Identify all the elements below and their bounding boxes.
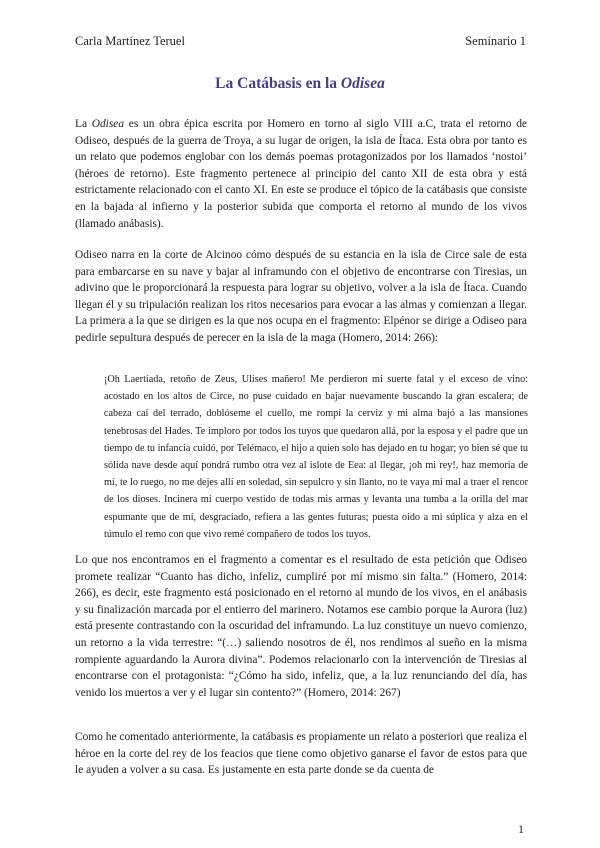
p1-lead: La <box>75 118 92 130</box>
paragraph-3: Lo que nos encontramos en el fragmento a comentar es el resultado de esta petición que Odiseo promete realizar “Cuanto has dicho, infeliz, cumpliré por mí mismo sin falta.” (Homero, 2014: 266), es decir, este fragmento está posicionado en el retorno al mundo de los vivos, en el anábasis y su finalización marcada por el entierro del marinero. Notamos ese cambio porque la Aurora (luz) está presente contrastando con la oscuridad del inframundo. La luz constituye un nuevo comienzo, un retorno a la vida terrestre: “(…) saliendo nosotros de él, nos rendimos al sueño en la misma rompiente aguardando la Aurora divina”. Podemos relacionarlo con la intervención de Tiresias al encontrarse con el protagonista: “¿Cómo ha sido, infeliz, que, a la luz renunciando del día, has venido los muertos a ver y el lugar sin contento?” (Homero, 2014: 267) <box>75 554 527 699</box>
paragraph-1 <box>75 116 527 232</box>
p1-rest: es un obra épica escrita por Homero en torno al siglo VIII a.C, trata el retorno de Odiseo, después de la guerra de Troya, a su lugar de origen, la isla de Ítaca. Esta obra por tanto es un relato que podemos englobar con los demás poemas protagonizados por los llamados ‘nostoi’ (héroes de retorno). Este fragmento pertenece al principio del canto XII de esta obra y está estrictamente relacionado con el canto XI. En este se produce el tópico de la catábasis que consiste en la bajada al infierno y la posterior subida que comporta el retorno al mundo de los vivos (llamado anábasis). <box>75 118 527 230</box>
title-prefix: La Catábasis en la <box>215 75 341 92</box>
title-italic: Odisea <box>340 75 385 92</box>
block-quote: ¡Oh Laertíada, retoño de Zeus, Ulises mañero! Me perdieron mi suerte fatal y el exceso de vino: acostado en los altos de Circe, no puse cuidado en bajar nuevamente buscando la gran escalera; de cabeza caí del terrado, doblóseme el cuello, me rompí la cerviz y mi alma bajó a las mansiones tenebrosas del Hades. Te imploro por todos los tuyos que quedaron allá, por la esposa y el padre que un tiempo de tu infancia cuidó, por Telémaco, el hijo a quien solo has dejado en tu hogar; yo bien sé que tu sólida nave desde aquí pondrá rumbo otra vez al islote de Eea: al llegar, ¡oh mi rey!, haz memoria de mí, te lo ruego, no me dejes allí en soledad, sin sepulcro y sin llanto, no te vaya mi mal a traer el rencor de los dioses. Incinera mi cuerpo vestido de todas mis armas y levanta una tumba a la orilla del mar espumante que de mí, desgraciado, refiera a las gentes futuras; puesta oído a mi súplica y alza en el túmulo el remo con que vivo remé compañero de todos los tuyos. <box>104 374 528 540</box>
header-seminar: Seminario 1 <box>465 34 526 48</box>
page-title <box>0 75 600 93</box>
page-number: 1 <box>518 822 524 836</box>
header-author: Carla Martínez Teruel <box>75 34 185 48</box>
p1-italic: Odisea <box>91 118 125 130</box>
paragraph-2: Odiseo narra en la corte de Alcinoo cómo después de su estancia en la isla de Circe sale de esta para embarcarse en su nave y bajar al inframundo con el objetivo de encontrarse con Tiresias, un adivino que le proporcionará la respuesta para lograr su objetivo, volver a la isla de Ítaca. Cuando llegan él y su tripulación realizan los ritos necesarios para evocar a las almas y comienzan a llegar. La primera a la que se dirigen es la que nos ocupa en el fragmento: Elpénor se dirige a Odiseo para pedirle sepultura después de perecer en la isla de la maga (Homero, 2014: 266): <box>75 249 527 344</box>
paragraph-4: Como he comentado anteriormente, la catábasis es propiamente un relato a posteriori que realiza el héroe en la corte del rey de los feacios que tiene como objetivo ganarse el favor de estos para que le ayuden a volver a su casa. Es justamente en esta parte donde se da cuenta de <box>75 731 527 777</box>
